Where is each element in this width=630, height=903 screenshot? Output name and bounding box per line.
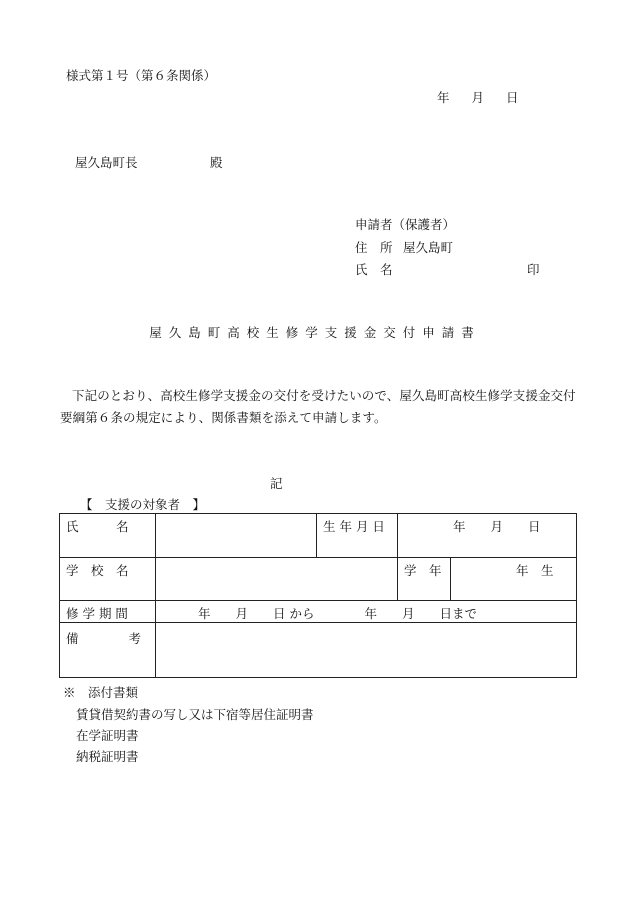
cell-name-label: 氏 名 [60,514,156,558]
attachment-item: 賃貸借契約書の写し又は下宿等居住証明書 [76,707,314,722]
section-label: 【 支援の対象者 】 [80,497,206,512]
addressee-name: 屋久島町長 [75,155,138,170]
cell-birth-label: 生 年 月 日 [317,514,398,558]
date-day: 日 [506,90,519,105]
form-number: 様式第１号（第６条関係） [66,68,217,83]
addressee [75,153,223,171]
row-name [60,514,577,558]
cell-school-label: 学 校 名 [60,558,156,601]
attachments-heading: ※ 添付書類 [63,685,139,700]
date-year: 年 [437,90,450,105]
cell-birth-value[interactable]: 年 月 日 [398,514,577,558]
address-label: 住 所 [355,239,393,255]
cell-grade-label: 学 年 [398,558,451,601]
cell-period-value[interactable]: 年 月 日 から 年 月 日まで [156,601,577,623]
applicant-address-row [355,237,455,260]
name-label: 氏 名 [355,262,393,277]
cell-name-value[interactable] [156,514,317,558]
document-title: 屋久島町高校生修学支援金交付申請書 [149,325,481,340]
date-line [437,88,519,106]
addressee-honorific: 殿 [210,155,223,170]
seal-mark: 印 [527,262,540,277]
cell-school-value[interactable] [156,558,398,601]
cell-period-label: 修 学 期 間 [60,601,156,623]
applicant-name-row [355,259,540,282]
body-text: 下記のとおり、高校生修学支援金の交付を受けたいので、屋久島町高校生修学支援金交付要綱第６条の規定により、関係書類を添えて申請します。 [60,388,576,425]
attachments-list [76,704,314,767]
row-period [60,601,577,623]
attachment-item: 納税証明書 [76,749,139,764]
applicant-heading: 申請者（保護者） [355,217,456,232]
cell-grade-value[interactable]: 年 生 [451,558,577,601]
attachment-item: 在学証明書 [76,728,139,743]
ki-label: 記 [270,476,283,491]
row-remarks [60,623,577,678]
row-school [60,558,577,601]
address-value: 屋久島町 [403,239,454,255]
applicant-block [355,214,540,282]
cell-remarks-label: 備 考 [60,623,156,678]
cell-remarks-value[interactable] [156,623,577,678]
date-month: 月 [471,90,485,105]
applicant-table [59,513,577,678]
